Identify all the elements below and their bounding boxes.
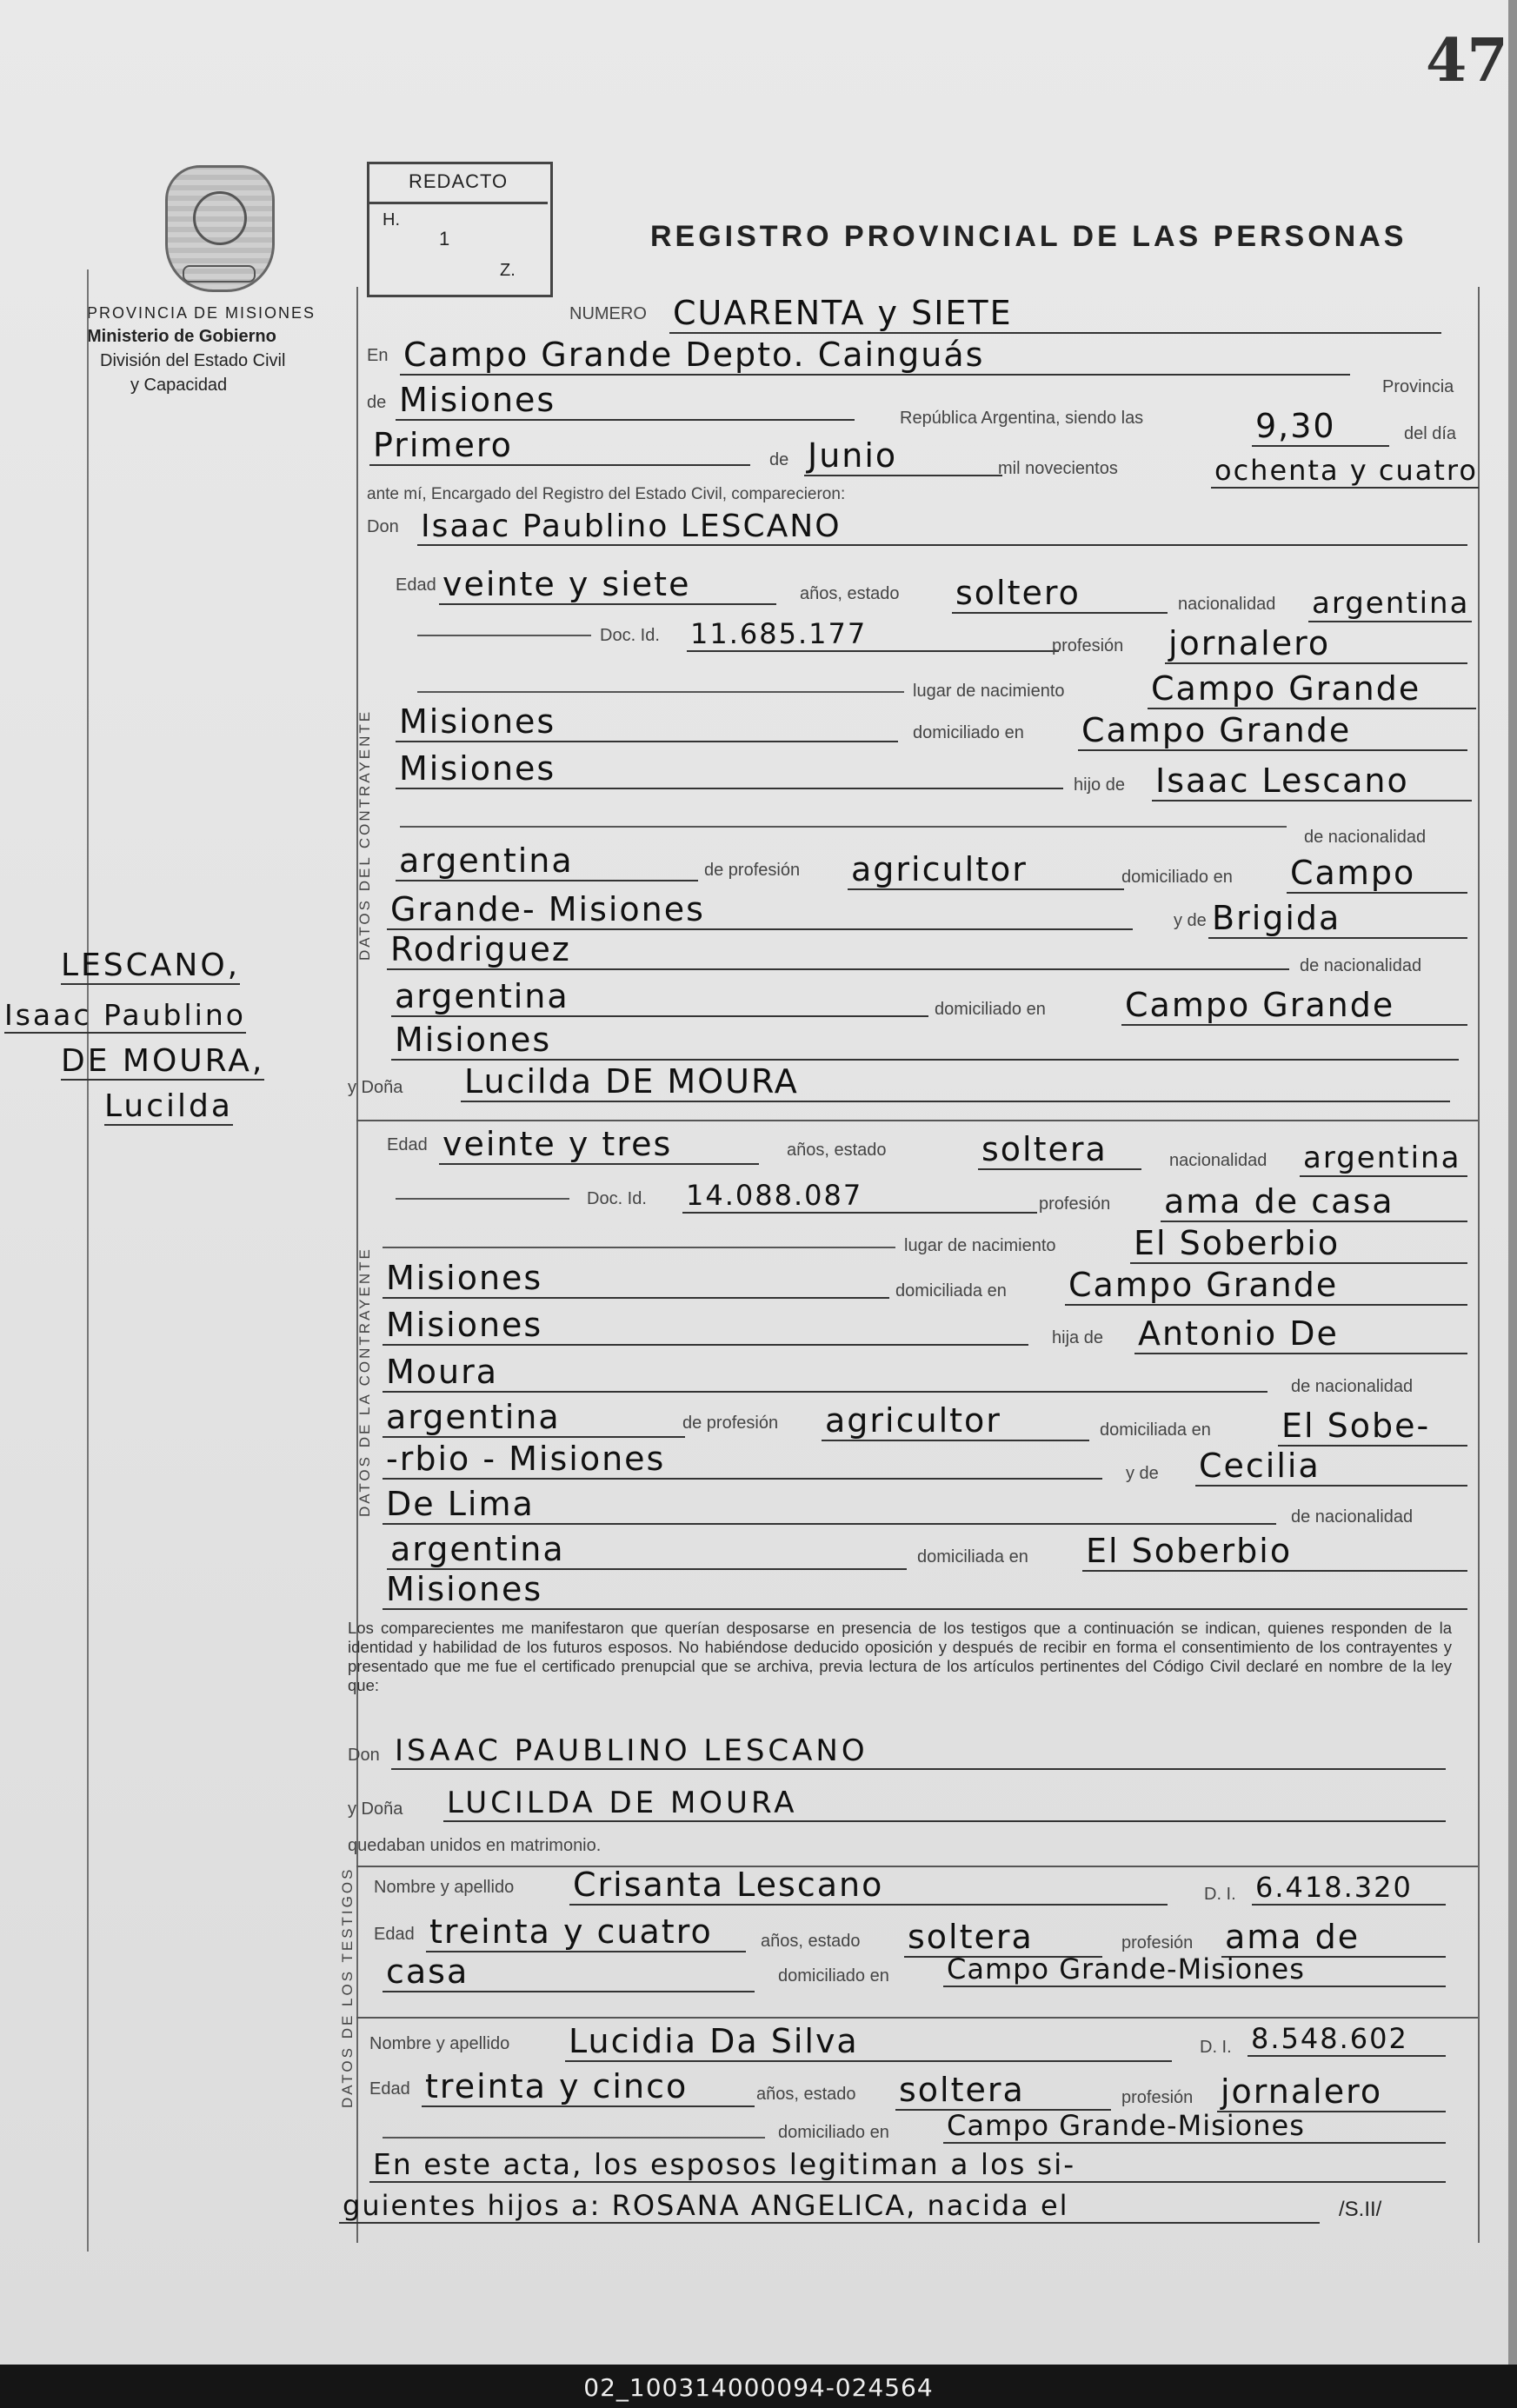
act-time: 9,30	[1252, 407, 1389, 447]
groom-section-label: DATOS DEL CONTRAYENTE	[356, 708, 373, 961]
closing-text: quedaban unidos en matrimonio.	[348, 1836, 602, 1855]
witness1-name: Crisanta Lescano	[569, 1866, 1168, 1906]
groom-mother-nationality: argentina	[391, 977, 928, 1017]
groom-father-profession: agricultor	[848, 850, 1124, 890]
witness-section-label: DATOS DE LOS TESTIGOS	[339, 1866, 356, 2108]
groom-mother-2: Rodriguez	[387, 930, 1289, 970]
bride-father-nac-label: de nacionalidad	[1291, 1377, 1414, 1396]
bride-domic-label: domiciliada en	[895, 1281, 1007, 1300]
stamp-h-value: 1	[439, 228, 450, 249]
bride-profession: ama de casa	[1161, 1182, 1467, 1222]
legitimation-note-mark: /S.II/	[1339, 2198, 1382, 2221]
legitimation-note-line1: En este acta, los esposos legitiman a los si-	[369, 2147, 1446, 2183]
final-don-label: Don	[348, 1746, 380, 1765]
declaration-text: Los comparecientes me manifestaron que querían desposarse en presencia de los testigos que a continuación se indican, quienes responden de la identidad y habilidad de los futuros esposos. No habiéndose deducido oposición y después de recibir en forma el consentimiento de los contrayentes y presentado que me fue el certificado prenupcial que se archiva, previa lectura de los artículos pertinentes del Código Civil declaré en nombre de la ley que:	[348, 1619, 1452, 1694]
bride-mother-1: Cecilia	[1195, 1447, 1467, 1487]
division-label-2: y Capacidad	[130, 376, 228, 395]
act-number: CUARENTA y SIETE	[669, 294, 1441, 334]
blank-line	[383, 2137, 765, 2139]
witness2-prof-label: profesión	[1121, 2088, 1194, 2107]
blank-line	[400, 826, 1287, 828]
ante-mi-text: ante mí, Encargado del Registro del Estado Civil, comparecieron:	[367, 485, 846, 503]
witness1-di-label: D. I.	[1204, 1885, 1236, 1904]
blank-line	[396, 1198, 569, 1200]
witness1-estado: soltera	[904, 1918, 1102, 1958]
witness2-age: treinta y cinco	[422, 2067, 755, 2107]
provincia-label: Provincia	[1382, 377, 1454, 396]
witness1-estado-label: años, estado	[761, 1932, 861, 1951]
witness2-edad-label: Edad	[369, 2079, 410, 2099]
witness1-age: treinta y cuatro	[426, 1912, 746, 1952]
groom-father-nationality: argentina	[396, 841, 698, 881]
groom-domicile-1: Campo Grande	[1078, 711, 1467, 751]
bride-birthplace-2: Misiones	[383, 1259, 889, 1299]
bride-section-label: DATOS DE LA CONTRAYENTE	[356, 1247, 373, 1517]
witness2-di: 8.548.602	[1248, 2022, 1446, 2057]
witness1-dom-label: domiciliado en	[778, 1966, 889, 1986]
groom-mother-domicile-2: Misiones	[391, 1021, 1459, 1061]
groom-estado-label: años, estado	[800, 584, 900, 603]
act-day: Primero	[369, 426, 750, 466]
groom-father-domicile-1: Campo	[1287, 854, 1467, 894]
bride-mother-label: y de	[1126, 1464, 1159, 1483]
groom-estado: soltero	[952, 574, 1168, 614]
stamp-title: REDACTO	[409, 170, 509, 192]
groom-birthplace-1: Campo Grande	[1148, 669, 1476, 709]
bride-father-profession: agricultor	[822, 1401, 1089, 1441]
page-title: REGISTRO PROVINCIAL DE LAS PERSONAS	[650, 220, 1407, 253]
groom-domicile-2: Misiones	[396, 749, 1063, 789]
bride-father-2: Moura	[383, 1353, 1267, 1393]
blank-line	[417, 691, 904, 693]
groom-mother-domicile-1: Campo Grande	[1121, 986, 1467, 1026]
witness2-profession: jornalero	[1217, 2072, 1446, 2112]
groom-lugar-label: lugar de nacimiento	[913, 682, 1065, 701]
final-dona-label: y Doña	[348, 1799, 403, 1819]
margin-column	[87, 269, 315, 2252]
final-groom-name: ISAAC PAUBLINO LESCANO	[391, 1733, 1446, 1770]
de-label-2: de	[769, 450, 789, 469]
groom-nationality: argentina	[1308, 586, 1472, 622]
blank-line	[383, 1247, 895, 1248]
witness1-prof-label: profesión	[1121, 1933, 1194, 1952]
margin-groom-name: Isaac Paublino	[4, 998, 246, 1032]
bride-age: veinte y tres	[439, 1125, 759, 1165]
bride-doc: 14.088.087	[682, 1179, 1037, 1214]
section-divider	[356, 2017, 1478, 2019]
bride-name: Lucilda DE MOURA	[461, 1062, 1450, 1102]
groom-father-prof-label: de profesión	[704, 861, 801, 880]
mil-label: mil novecientos	[998, 459, 1118, 478]
bride-prof-label: profesión	[1039, 1194, 1111, 1214]
blank-line	[417, 635, 591, 636]
groom-mother-label: y de	[1174, 911, 1207, 930]
witness2-estado: soltera	[895, 2071, 1111, 2111]
witness2-dom-label: domiciliado en	[778, 2123, 889, 2142]
bride-father-nationality: argentina	[383, 1398, 685, 1438]
division-label: División del Estado Civil	[100, 351, 286, 370]
witness1-profession-2: casa	[383, 1952, 755, 1992]
bride-father-domicile-1: El Sobe-	[1278, 1407, 1467, 1447]
groom-domic-label: domiciliado en	[913, 723, 1024, 742]
page-number: 47	[1426, 26, 1508, 96]
groom-father-domicile-2: Grande- Misiones	[387, 890, 1133, 930]
witness1-edad-label: Edad	[374, 1925, 415, 1944]
stamp-divider	[367, 202, 548, 204]
en-label: En	[367, 346, 389, 365]
groom-nac-label: nacionalidad	[1178, 595, 1276, 614]
numero-label: NUMERO	[569, 304, 647, 323]
bride-estado-label: años, estado	[787, 1141, 887, 1160]
act-month: Junio	[804, 436, 1002, 476]
bride-domicile-2: Misiones	[383, 1306, 1028, 1346]
groom-doc: 11.685.177	[687, 617, 1059, 652]
right-border-line	[1478, 287, 1480, 2243]
bride-mother-domicile-1: El Soberbio	[1082, 1532, 1467, 1572]
bride-hija-label: hija de	[1052, 1328, 1103, 1347]
bride-father-1: Antonio De	[1134, 1314, 1467, 1354]
republica-label: República Argentina, siendo las	[900, 409, 1144, 428]
groom-father-nac-label: de nacionalidad	[1304, 828, 1427, 847]
margin-groom-surname: LESCANO,	[61, 948, 241, 983]
groom-profession: jornalero	[1165, 624, 1467, 664]
stamp-h-label: H.	[383, 210, 400, 229]
final-bride-name: LUCILDA DE MOURA	[443, 1786, 1446, 1822]
de-label: de	[367, 393, 387, 412]
bride-mother-2: De Lima	[383, 1485, 1276, 1525]
province-label: PROVINCIA DE MISIONES	[87, 304, 316, 322]
witness2-name-label: Nombre y apellido	[369, 2034, 510, 2053]
bride-domicile-1: Campo Grande	[1065, 1266, 1467, 1306]
bride-mother-nationality: argentina	[387, 1530, 907, 1570]
witness1-name-label: Nombre y apellido	[374, 1878, 515, 1897]
bride-lugar-label: lugar de nacimiento	[904, 1236, 1056, 1255]
act-year: ochenta y cuatro	[1211, 454, 1479, 489]
bride-edad-label: Edad	[387, 1135, 428, 1154]
bride-mother-dom-label: domiciliada en	[917, 1547, 1028, 1567]
legitimation-note-line2: guientes hijos a: ROSANA ANGELICA, nacida el	[339, 2189, 1320, 2224]
stamp-z-label: Z.	[500, 261, 516, 280]
margin-bride-name: Lucilda	[104, 1088, 233, 1124]
groom-father: Isaac Lescano	[1152, 762, 1472, 802]
margin-bride-surname: DE MOURA,	[61, 1043, 265, 1079]
act-place: Campo Grande Depto. Cainguás	[400, 336, 1350, 376]
bride-mother-domicile-2: Misiones	[383, 1570, 1467, 1610]
scan-id: 02_100314000094-024564	[583, 2373, 934, 2402]
bride-nac-label: nacionalidad	[1169, 1151, 1267, 1170]
bride-father-prof-label: de profesión	[682, 1414, 779, 1433]
witness2-di-label: D. I.	[1200, 2038, 1232, 2057]
bride-mother-nac-label: de nacionalidad	[1291, 1507, 1414, 1527]
bride-nationality: argentina	[1300, 1141, 1467, 1177]
groom-hijo-label: hijo de	[1074, 775, 1125, 795]
ministry-label: Ministerio de Gobierno	[87, 327, 276, 346]
don-label: Don	[367, 517, 399, 536]
bride-father-dom-label: domiciliada en	[1100, 1420, 1211, 1440]
bride-doc-label: Doc. Id.	[587, 1189, 647, 1208]
groom-prof-label: profesión	[1052, 636, 1124, 655]
groom-mother-nac-label: de nacionalidad	[1300, 956, 1422, 975]
groom-birthplace-2: Misiones	[396, 702, 898, 742]
witness1-profession-1: ama de	[1221, 1918, 1446, 1958]
witness1-di: 6.418.320	[1252, 1871, 1446, 1906]
act-province: Misiones	[396, 381, 855, 421]
groom-name: Isaac Paublino LESCANO	[417, 509, 1467, 546]
groom-edad-label: Edad	[396, 575, 436, 595]
bride-estado: soltera	[978, 1130, 1141, 1170]
del-dia-label: del día	[1404, 424, 1457, 443]
bride-birthplace-1: El Soberbio	[1130, 1224, 1467, 1264]
crest-sun-icon	[193, 191, 247, 245]
witness2-domicile: Campo Grande-Misiones	[943, 2109, 1446, 2144]
witness2-name: Lucidia Da Silva	[565, 2022, 1172, 2062]
witness2-estado-label: años, estado	[756, 2085, 856, 2104]
section-divider	[356, 1120, 1478, 1121]
groom-father-dom-label: domiciliado en	[1121, 868, 1233, 887]
witness1-domicile: Campo Grande-Misiones	[943, 1952, 1446, 1987]
groom-mother-1: Brigida	[1208, 899, 1467, 939]
bride-dona-label: y Doña	[348, 1078, 403, 1097]
groom-doc-label: Doc. Id.	[600, 626, 660, 645]
groom-age: veinte y siete	[439, 565, 776, 605]
bride-father-domicile-2: -rbio - Misiones	[383, 1440, 1102, 1480]
groom-mother-dom-label: domiciliado en	[935, 1000, 1046, 1019]
